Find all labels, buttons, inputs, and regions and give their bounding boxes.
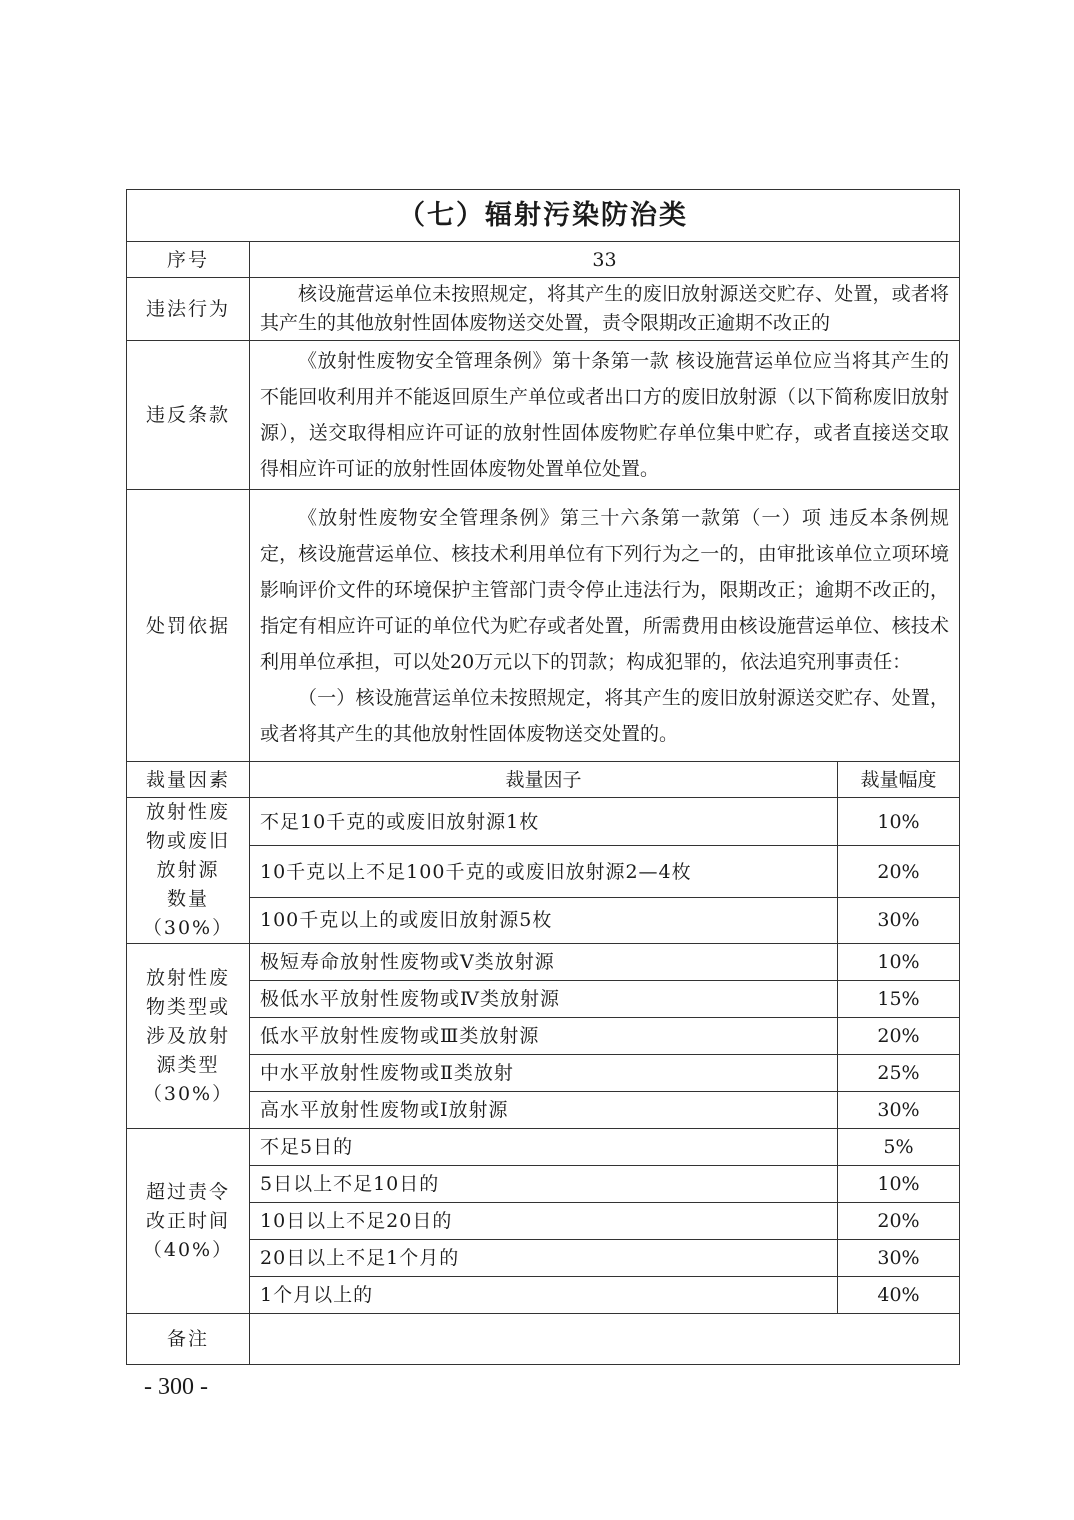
violated-clause-text: 《放射性废物安全管理条例》第十条第一款 核设施营运单位应当将其产生的不能回收利用并不能返回原生产单位或者出口方的废旧放射源（以下简称废旧放射源），送交取得相应许可证的放射性固体废物贮存单位集中贮存，或者直接送交取得相应许可证的放射性固体废物处置单位处置。 (260, 350, 949, 480)
discretion-percent: 25% (838, 1055, 960, 1092)
factor-line: 改正时间 (145, 1209, 230, 1232)
factor-line: 放射性废 (145, 966, 230, 989)
factor-line: 放射源 (156, 859, 220, 881)
page-number: - 300 - (144, 1374, 208, 1400)
factor-line: 数量 (166, 888, 209, 910)
discretion-item: 1个月以上的 (250, 1277, 838, 1314)
factor-overdue-time (127, 1129, 250, 1314)
violation-text: 核设施营运单位未按照规定，将其产生的废旧放射源送交贮存、处置，或者将其产生的其他放射性固体废物送交处置，责令限期改正逾期不改正的 (260, 283, 949, 334)
factor-line: （30%） (142, 917, 234, 939)
serial-label: 序号 (127, 242, 250, 278)
discretion-percent: 30% (838, 1092, 960, 1129)
factor-line: 涉及放射 (145, 1024, 230, 1047)
discretion-item: 20日以上不足1个月的 (250, 1240, 838, 1277)
discretion-percent: 20% (838, 846, 960, 897)
discretion-percent: 15% (838, 981, 960, 1018)
discretion-item: 5日以上不足10日的 (250, 1166, 838, 1203)
discretion-percent: 40% (838, 1277, 960, 1314)
factor-line: 物或废旧 (145, 830, 230, 852)
penalty-discretion-table (126, 189, 960, 1365)
discretion-item: 高水平放射性废物或Ⅰ放射源 (250, 1092, 838, 1129)
factor-line: （30%） (142, 1082, 234, 1105)
penalty-basis-paragraph: 《放射性废物安全管理条例》第三十六条第一款第（一）项 违反本条例规定，核设施营运单位、核技术利用单位有下列行为之一的，由审批该单位立项环境影响评价文件的环境保护主管部门责令停止违法行为，限期改正；逾期不改正的，指定有相应许可证的单位代为贮存或者处置，所需费用由核设施营运单位、核技术利用单位承担，可以处20万元以下的罚款；构成犯罪的，依法追究刑事责任： (260, 506, 949, 673)
violation-label: 违法行为 (127, 278, 250, 341)
discretion-percent: 10% (838, 798, 960, 846)
penalty-basis-cell (250, 490, 960, 762)
factor-line: 超过责令 (145, 1180, 230, 1203)
discretion-item-header: 裁量因子 (250, 762, 838, 798)
factor-line: 物类型或 (145, 995, 230, 1018)
remarks-label: 备注 (127, 1314, 250, 1365)
factor-line: 放射性废 (145, 801, 230, 823)
discretion-item: 100千克以上的或废旧放射源5枚 (250, 897, 838, 943)
factor-waste-type (127, 944, 250, 1129)
violation-cell (250, 278, 960, 341)
discretion-item: 极低水平放射性废物或Ⅳ类放射源 (250, 981, 838, 1018)
discretion-item: 极短寿命放射性废物或Ⅴ类放射源 (250, 944, 838, 981)
discretion-item: 不足5日的 (250, 1129, 838, 1166)
penalty-basis-label: 处罚依据 (127, 490, 250, 762)
factor-line: 源类型 (156, 1053, 220, 1076)
discretion-percent: 30% (838, 1240, 960, 1277)
violated-clause-cell (250, 341, 960, 490)
discretion-item: 不足10千克的或废旧放射源1枚 (250, 798, 838, 846)
discretion-percent: 10% (838, 944, 960, 981)
penalty-basis-paragraph: （一）核设施营运单位未按照规定，将其产生的废旧放射源送交贮存、处置，或者将其产生的其他放射性固体废物送交处置的。 (260, 686, 949, 745)
discretion-percent: 20% (838, 1203, 960, 1240)
discretion-item: 10日以上不足20日的 (250, 1203, 838, 1240)
discretion-percent: 5% (838, 1129, 960, 1166)
discretion-factor-header: 裁量因素 (127, 762, 250, 798)
serial-value: 33 (250, 242, 960, 278)
discretion-percent: 10% (838, 1166, 960, 1203)
discretion-item: 中水平放射性废物或Ⅱ类放射 (250, 1055, 838, 1092)
discretion-percent: 30% (838, 897, 960, 943)
discretion-item: 低水平放射性废物或Ⅲ类放射源 (250, 1018, 838, 1055)
table-title: （七）辐射污染防治类 (127, 190, 960, 242)
discretion-item: 10千克以上不足100千克的或废旧放射源2—4枚 (250, 846, 838, 897)
factor-quantity (127, 798, 250, 944)
factor-line: （40%） (142, 1238, 234, 1261)
discretion-range-header: 裁量幅度 (838, 762, 960, 798)
remarks-value (250, 1314, 960, 1365)
discretion-percent: 20% (838, 1018, 960, 1055)
violated-clause-label: 违反条款 (127, 341, 250, 490)
